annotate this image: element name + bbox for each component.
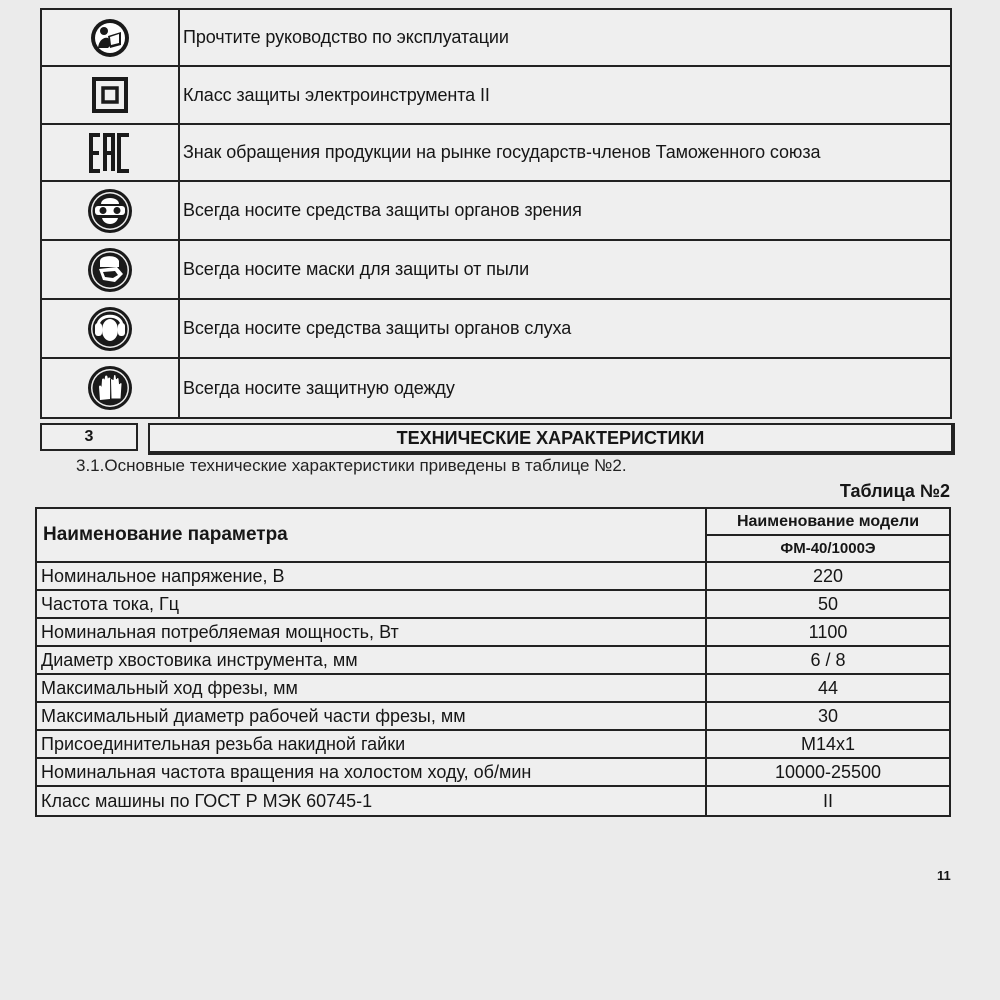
value-cell: 50 (817, 593, 839, 614)
param-cell: Номинальная потребляемая мощность, Вт (37, 619, 707, 645)
param-cell: Присоединительная резьба накидной гайки (37, 731, 707, 757)
dust-mask-icon (87, 247, 133, 293)
table-caption: Таблица №2 (839, 481, 950, 501)
value-cell: 30 (817, 705, 839, 726)
param-cell: Максимальный диаметр рабочей части фрезы, мм (37, 703, 707, 729)
param-cell: Частота тока, Гц (37, 591, 707, 617)
value-cell: 220 (812, 565, 844, 586)
symbol-row (42, 359, 950, 417)
table-row (37, 563, 949, 591)
section-title: ТЕХНИЧЕСКИЕ ХАРАКТЕРИСТИКИ (148, 423, 955, 455)
param-cell: Максимальный ход фрезы, мм (37, 675, 707, 701)
model-header-label: Наименование модели (707, 509, 949, 536)
value-cell: II (822, 790, 833, 811)
symbol-description: Всегда носите маски для защиты от пыли (183, 259, 530, 279)
eac-mark-icon (88, 132, 132, 174)
symbol-row (42, 10, 950, 67)
table-row (37, 787, 949, 815)
read-manual-icon (89, 17, 131, 59)
symbol-icon-cell (42, 359, 180, 417)
param-cell: Номинальная частота вращения на холостом ходу, об/мин (37, 759, 707, 785)
ear-protection-icon (87, 306, 133, 352)
table-header-row (37, 509, 949, 563)
symbol-row (42, 67, 950, 125)
value-cell: М14х1 (800, 733, 856, 754)
symbol-icon-cell (42, 125, 180, 180)
symbol-description: Всегда носите защитную одежду (183, 377, 455, 398)
symbol-description: Прочтите руководство по эксплуатации (183, 27, 509, 47)
param-column-header: Наименование параметра (37, 509, 707, 561)
table-row (37, 619, 949, 647)
table-row (37, 675, 949, 703)
value-cell: 1100 (808, 621, 848, 642)
eye-protection-icon (87, 188, 133, 234)
symbols-table (40, 8, 952, 419)
symbol-icon-cell (42, 10, 180, 65)
specifications-table (35, 507, 951, 817)
symbol-icon-cell (42, 300, 180, 357)
table-row (37, 647, 949, 675)
protection-class-ii-icon (91, 76, 129, 114)
symbol-row (42, 241, 950, 300)
symbol-row (42, 300, 950, 359)
param-cell: Номинальное напряжение, В (37, 563, 707, 589)
param-cell: Класс машины по ГОСТ Р МЭК 60745-1 (37, 787, 707, 815)
intro-paragraph: 3.1.Основные технические характеристики приведены в таблице №2. (76, 456, 627, 475)
value-cell: 10000-25500 (774, 761, 882, 782)
symbol-icon-cell (42, 67, 180, 123)
value-cell: 6 / 8 (810, 649, 846, 670)
symbol-row (42, 182, 950, 241)
symbol-description: Знак обращения продукции на рынке государств-членов Таможенного союза (183, 142, 821, 162)
param-cell: Диаметр хвостовика инструмента, мм (37, 647, 707, 673)
table-row (37, 591, 949, 619)
model-name: ФМ-40/1000Э (780, 540, 876, 557)
section-number: 3 (40, 423, 138, 451)
page-number: 11 (937, 868, 951, 883)
table-row (37, 703, 949, 731)
symbol-icon-cell (42, 241, 180, 298)
symbol-icon-cell (42, 182, 180, 239)
protective-clothing-icon (87, 365, 133, 411)
symbol-description: Всегда носите средства защиты органов зрения (183, 200, 582, 220)
symbol-row (42, 125, 950, 182)
value-cell: 44 (817, 677, 839, 698)
symbol-description: Класс защиты электроинструмента II (183, 84, 490, 105)
table-row (37, 731, 949, 759)
table-row (37, 759, 949, 787)
model-column-header (707, 509, 949, 561)
symbol-description: Всегда носите средства защиты органов слуха (183, 318, 572, 338)
